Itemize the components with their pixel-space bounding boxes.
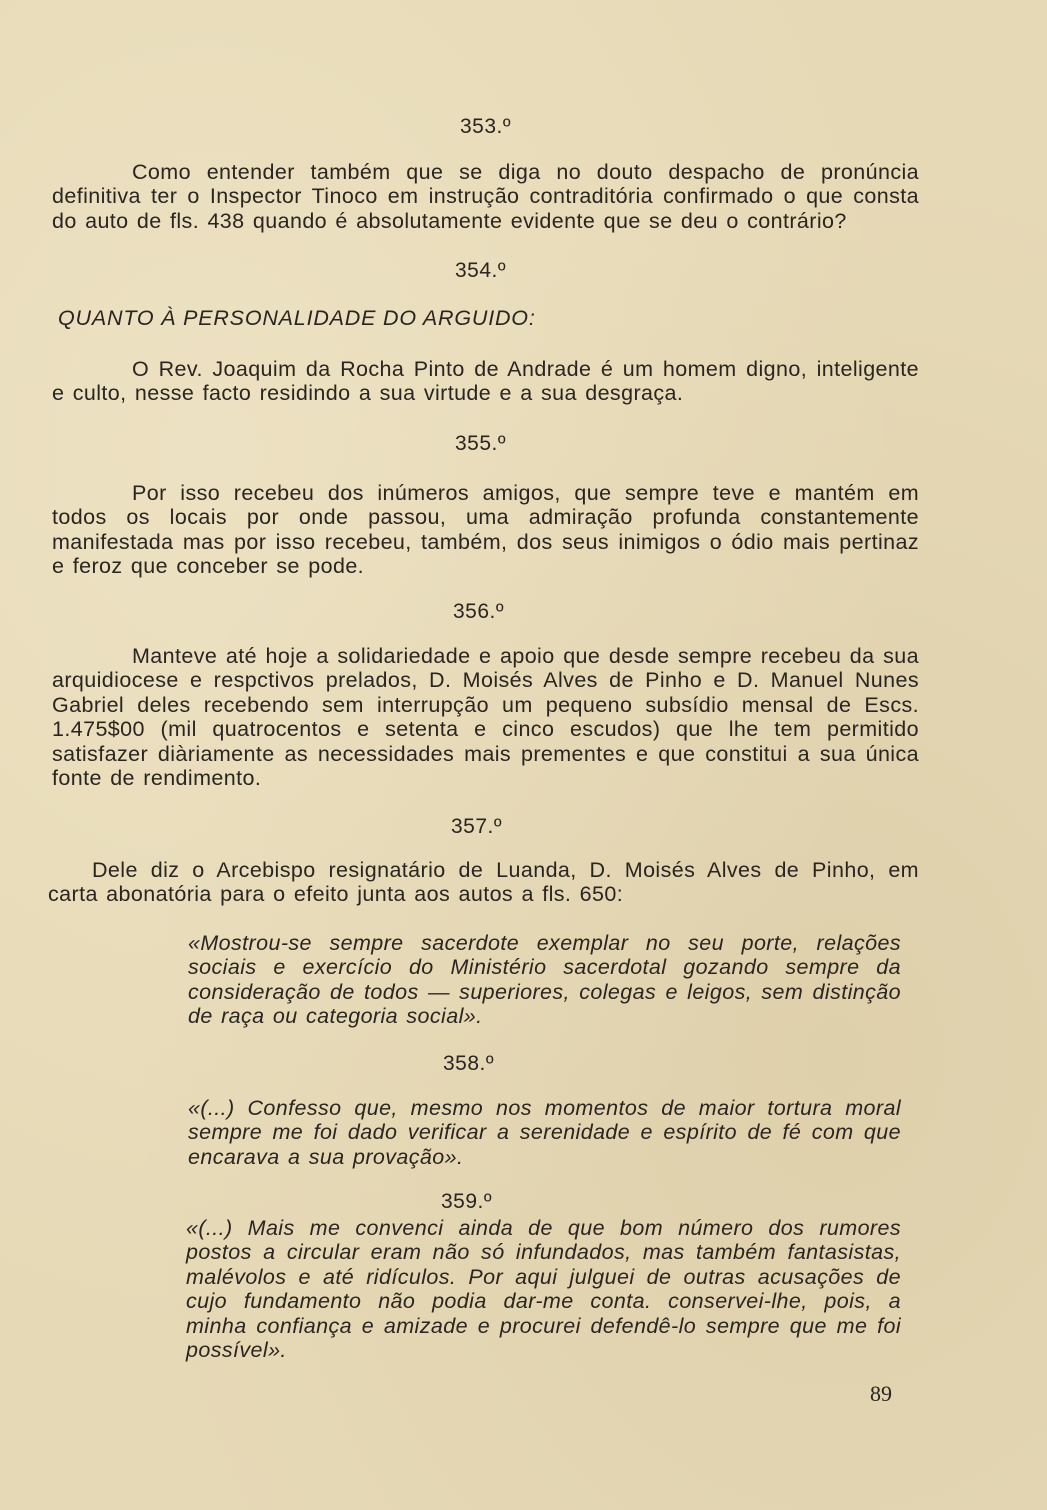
article-number-358: 358.º bbox=[443, 1052, 495, 1075]
article-357-quote: «Mostrou-se sempre sacerdote exemplar no seu porte, relações sociais e exercício do Ministério sacerdotal gozando sempre da consideração de todos — superiores, colegas e leigos, sem distinção de raça ou categoria social». bbox=[188, 931, 901, 1029]
section-heading: QUANTO À PERSONALIDADE DO ARGUIDO: bbox=[58, 306, 536, 330]
article-357-text: Dele diz o Arcebispo resignatário de Luanda, D. Moisés Alves de Pinho, em carta abonatória para o efeito junta aos autos a fls. 650: bbox=[48, 858, 919, 907]
article-number-353: 353.º bbox=[460, 115, 512, 138]
article-number-356: 356.º bbox=[453, 600, 505, 623]
article-358-quote: «(...) Confesso que, mesmo nos momentos de maior tortura moral sempre me foi dado verificar a serenidade e espírito de fé com que encarava a sua provação». bbox=[188, 1096, 901, 1169]
article-number-359: 359.º bbox=[441, 1190, 493, 1213]
article-353-text: Como entender também que se diga no douto despacho de pronúncia definitiva ter o Inspector Tinoco em instrução contraditória confirmado o que consta do auto de fls. 438 quando é absolutamente evidente que se deu o contrário? bbox=[52, 160, 919, 233]
article-number-357: 357.º bbox=[451, 815, 503, 838]
article-355-text: Por isso recebeu dos inúmeros amigos, que sempre teve e mantém em todos os locais por onde passou, uma admiração profunda constantemente manifestada mas por isso recebeu, também, dos seus inimigos o ódio mais pertinaz e feroz que conceber se pode. bbox=[52, 481, 919, 579]
page-number: 89 bbox=[870, 1381, 892, 1406]
article-354-text: O Rev. Joaquim da Rocha Pinto de Andrade é um homem digno, inteligente e culto, nesse facto residindo a sua virtude e a sua desgraça. bbox=[52, 357, 919, 406]
article-359-quote: «(...) Mais me convenci ainda de que bom número dos rumores postos a circular eram não só infundados, mas também fantasistas, malévolos e até ridículos. Por aqui julguei de outras acusações de cujo fundamento não podia dar-me conta. conservei-lhe, pois, a minha confiança e amizade e procurei defendê-lo sempre que me foi possível». bbox=[186, 1216, 901, 1363]
article-number-355: 355.º bbox=[455, 432, 507, 455]
article-356-text: Manteve até hoje a solidariedade e apoio que desde sempre recebeu da sua arquidiocese e respctivos prelados, D. Moisés Alves de Pinho e D. Manuel Nunes Gabriel deles recebendo sem interrupção um pequeno subsídio mensal de Escs. 1.475$00 (mil quatrocentos e setenta e cinco escudos) que lhe tem permitido satisfazer diàriamente as necessidades mais prementes e que constitui a sua única fonte de rendimento. bbox=[52, 644, 919, 791]
article-number-354: 354.º bbox=[455, 259, 507, 282]
